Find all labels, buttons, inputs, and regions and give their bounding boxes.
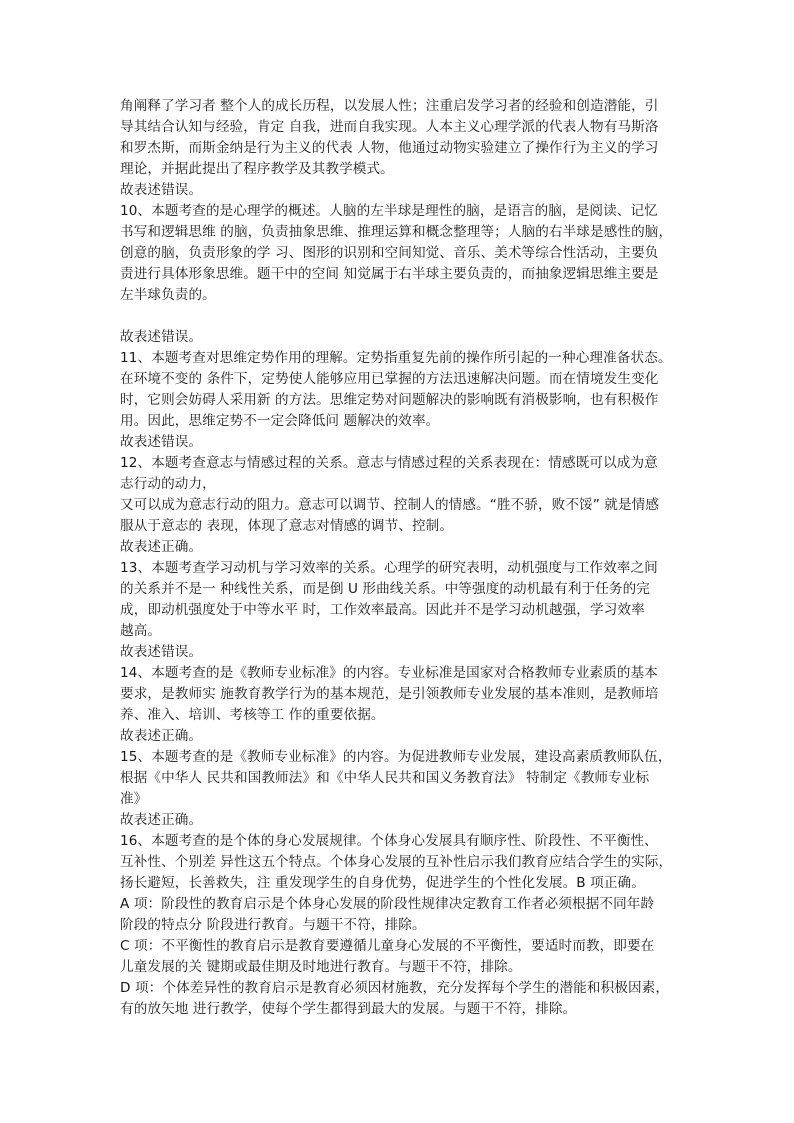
text-line: 养、准入、培训、考核等工 作的重要依据。 — [120, 707, 385, 723]
text-line: 越高。 — [120, 623, 162, 639]
text-line: 16、本题考查的是个体的身心发展规律。个体身心发展具有顺序性、阶段性、不平衡性、 — [120, 833, 658, 849]
text-line: 又可以成为意志行动的阻力。意志可以调节、控制人的情感。“胜不骄，败不馁” 就是情感 — [120, 497, 660, 513]
text-line: 时，它则会妨碍人采用新 的方法。思维定势对问题解决的影响既有消极影响，也有积极作 — [120, 392, 659, 408]
text-line: 13、本题考查学习动机与学习效率的关系。心理学的研究表明，动机强度与工作效率之间 — [120, 560, 658, 576]
text-line: 15、本题考查的是《教师专业标准》的内容。为促进教师专业发展，建设高素质教师队伍， — [120, 749, 672, 765]
text-line: 互补性、个别差 异性这五个特点。个体身心发展的互补性启示我们教育应结合学生的实际， — [120, 854, 673, 870]
text-line: 角阐释了学习者 整个人的成长历程，以发展人性；注重启发学习者的经验和创造潜能，引 — [120, 98, 659, 114]
text-line: 故表述错误。 — [120, 644, 203, 660]
text-line: 故表述错误。 — [120, 329, 203, 345]
text-line: 14、本题考查的是《教师专业标准》的内容。专业标准是国家对合格教师专业素质的基本 — [120, 665, 658, 681]
text-line: 故表述正确。 — [120, 812, 203, 828]
text-line: 导其结合认知与经验，肯定 自我，进而自我实现。人本主义心理学派的代表人物有马斯洛 — [120, 119, 659, 135]
text-line: 在环境不变的 条件下，定势使人能够应用已掌握的方法迅速解决问题。而在情境发生变化 — [120, 371, 659, 387]
text-line: C 项：不平衡性的教育启示是教育要遵循儿童身心发展的不平衡性，要适时而教，即要在 — [120, 938, 655, 954]
text-line: 用。因此，思维定势不一定会降低问 题解决的效率。 — [120, 413, 440, 429]
text-line: 责进行具体形象思维。题干中的空间 知觉属于右半球主要负责的，而抽象逻辑思维主要是 — [120, 266, 659, 282]
text-line: 理论，并据此提出了程序教学及其教学模式。 — [120, 161, 394, 177]
text-line: 11、本题考查对思维定势作用的理解。定势指重复先前的操作所引起的一种心理准备状态。 — [120, 350, 672, 366]
text-line: 的关系并不是一 种线性关系，而是倒 U 形曲线关系。中等强度的动机最有利于任务的完 — [120, 581, 650, 597]
text-line: 根据《中华人 民共和国教师法》和《中华人民共和国义务教育法》 特制定《教师专业标 — [120, 770, 650, 786]
text-line: 服从于意志的 表现，体现了意志对情感的调节、控制。 — [120, 518, 454, 534]
text-line: 扬长避短，长善救失，注 重发现学生的自身优势，促进学生的个性化发展。B 项正确。 — [120, 875, 645, 891]
text-line: 书写和逻辑思维 的脑，负责抽象思维、推理运算和概念整理等；人脑的右半球是感性的脑， — [120, 224, 673, 240]
text-line: 儿童发展的关 键期或最佳期及时地进行教育。与题干不符，排除。 — [120, 959, 522, 975]
text-line: 准》 — [120, 791, 148, 807]
text-line: 成，即动机强度处于中等水平 时，工作效率最高。因此并不是学习动机越强，学习效率 — [120, 602, 645, 618]
text-line: 创意的脑，负责形象的学 习、图形的识别和空间知觉、音乐、美术等综合性活动，主要负 — [120, 245, 659, 261]
text-line: A 项：阶段性的教育启示是个体身心发展的阶段性规律决定教育工作者必须根据不同年龄 — [120, 896, 655, 912]
text-line: 左半球负责的。 — [120, 287, 216, 303]
text-line: 阶段的特点分 阶段进行教育。与题干不符，排除。 — [120, 917, 426, 933]
text-line: 志行动的动力， — [120, 476, 216, 492]
text-line: 和罗杰斯，而斯金纳是行为主义的代表 人物，他通过动物实验建立了操作行为主义的学习 — [120, 140, 659, 156]
text-line: 12、本题考查意志与情感过程的关系。意志与情感过程的关系表现在：情感既可以成为意 — [120, 455, 658, 471]
text-line: 10、本题考查的是心理学的概述。人脑的左半球是理性的脑，是语言的脑，是阅读、记忆 — [120, 203, 658, 219]
text-line: 有的放矢地 进行教学，使每个学生都得到最大的发展。与题干不符，排除。 — [120, 1001, 577, 1017]
text-line: D 项：个体差异性的教育启示是教育必须因材施教，充分发挥每个学生的潜能和积极因素， — [120, 980, 670, 996]
text-line: 故表述错误。 — [120, 434, 203, 450]
text-line: 故表述正确。 — [120, 539, 203, 555]
text-line: 故表述正确。 — [120, 728, 203, 744]
text-line: 故表述错误。 — [120, 182, 203, 198]
text-line: 要求，是教师实 施教育教学行为的基本规范，是引领教师专业发展的基本准则，是教师培 — [120, 686, 659, 702]
